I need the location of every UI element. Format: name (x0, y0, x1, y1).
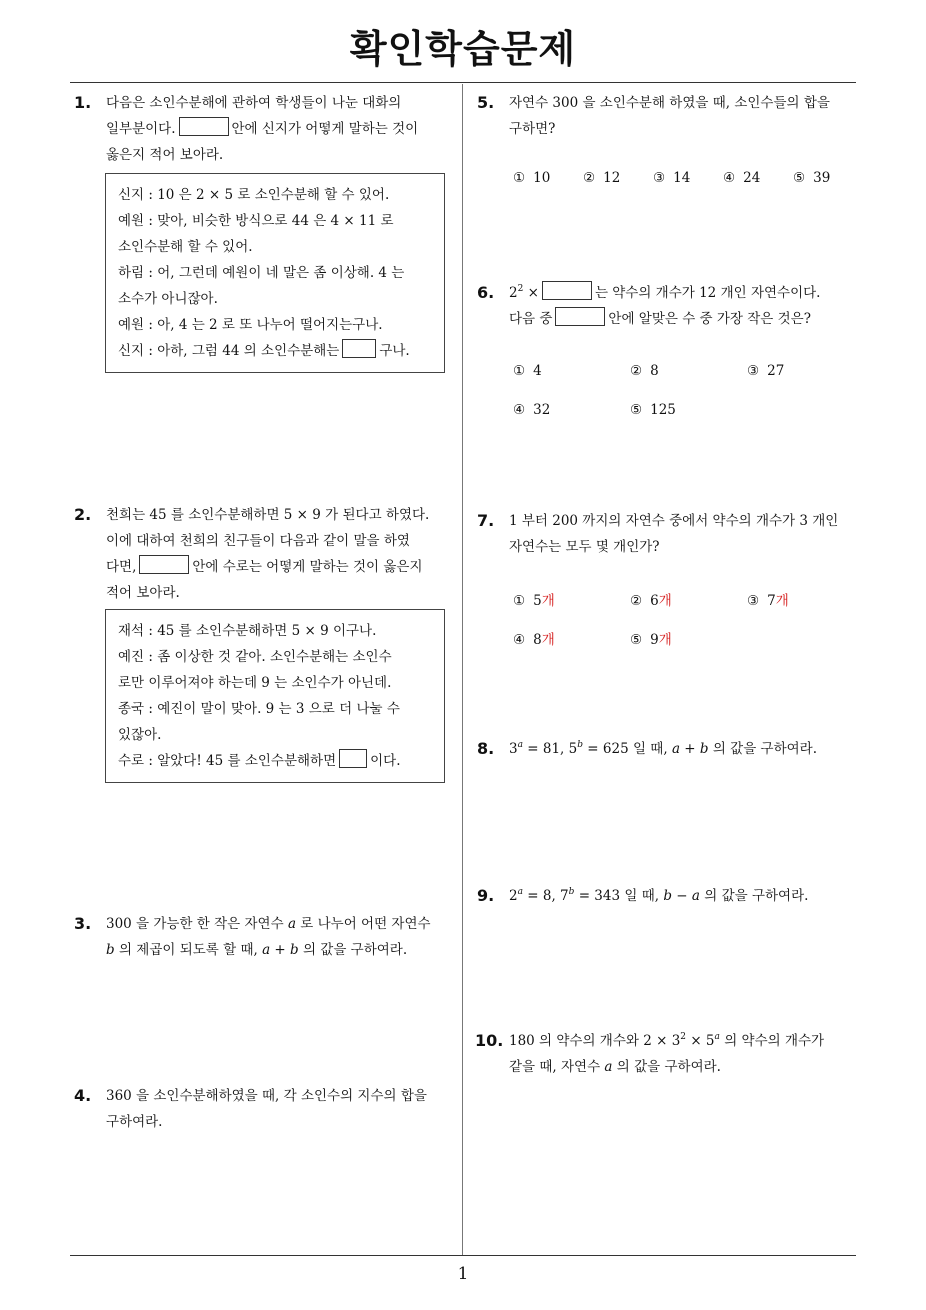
question-3 (74, 911, 458, 963)
question-1 (74, 90, 456, 168)
question-number: 9. (477, 886, 495, 905)
answer-blank-box (555, 307, 605, 326)
dialog-box-1 (105, 173, 445, 373)
column-divider (462, 84, 463, 1256)
answer-choices-6 (513, 363, 853, 423)
question-7 (477, 508, 861, 560)
question-5 (477, 90, 861, 142)
question-text: 1 부터 200 까지의 자연수 중에서 약수의 개수가 3 개인 (509, 513, 839, 529)
bottom-divider (70, 1255, 856, 1256)
unit-label: 개 (775, 593, 789, 609)
dialog-line: 예원 : 아, 4 는 2 로 또 나누어 떨어지는구나. (118, 317, 383, 333)
answer-choice-4[interactable]: ④ 32 (513, 402, 551, 418)
question-text: b 의 제곱이 되도록 할 때, a + b 의 값을 구하여라. (106, 942, 408, 958)
question-2 (74, 502, 458, 606)
question-text: 360 을 소인수분해하였을 때, 각 소인수의 지수의 합을 (106, 1088, 427, 1104)
question-number: 6. (477, 283, 495, 302)
question-text: 옳은지 적어 보아라. (106, 147, 224, 163)
unit-label: 개 (658, 632, 672, 648)
question-text: 자연수는 모두 몇 개인가? (509, 539, 660, 555)
dialog-line: 예진 : 좀 이상한 것 같아. 소인수분해는 소인수 (118, 649, 392, 665)
dialog-line: 있잖아. (118, 727, 162, 743)
page-number: 1 (457, 1264, 469, 1284)
answer-choice-1[interactable]: ① 10 (513, 170, 551, 186)
question-number: 8. (477, 739, 495, 758)
answer-choice-3[interactable]: ③ 7개 (747, 593, 789, 609)
question-text: 구하여라. (106, 1114, 163, 1130)
dialog-line: 하림 : 어, 그런데 예원이 네 말은 좀 이상해. 4 는 (118, 265, 405, 281)
answer-choice-4[interactable]: ④ 8개 (513, 632, 555, 648)
answer-choice-2[interactable]: ② 12 (583, 170, 621, 186)
question-text: 구하면? (509, 121, 556, 137)
answer-choices-5 (513, 170, 853, 190)
question-text: 다음 중 안에 알맞은 수 중 가장 작은 것은? (509, 306, 861, 332)
answer-blank-box (339, 749, 367, 768)
dialog-line: 신지 : 아하, 그럼 44 의 소인수분해는 구나. (118, 338, 432, 364)
answer-choice-5[interactable]: ⑤ 9개 (630, 632, 672, 648)
answer-choice-5[interactable]: ⑤ 39 (793, 170, 831, 186)
answer-blank-box (342, 339, 376, 358)
dialog-box-2 (105, 609, 445, 783)
dialog-line: 신지 : 10 은 2 × 5 로 소인수분해 할 수 있어. (118, 187, 390, 203)
question-4 (74, 1083, 458, 1135)
question-number: 2. (74, 505, 92, 524)
unit-label: 개 (658, 593, 672, 609)
question-text: 2$^a$ = 8, 7$^b$ = 343 일 때, b − a 의 값을 구하여라. (509, 887, 809, 904)
question-text: 이에 대하여 천희의 친구들이 다음과 같이 말을 하였 (106, 533, 410, 549)
answer-choice-1[interactable]: ① 4 (513, 363, 542, 379)
dialog-line: 소인수분해 할 수 있어. (118, 239, 253, 255)
answer-choice-1[interactable]: ① 5개 (513, 593, 555, 609)
question-text: 300 을 가능한 한 작은 자연수 a 로 나누어 어떤 자연수 (106, 916, 431, 932)
question-number: 3. (74, 914, 92, 933)
question-text: 다음은 소인수분해에 관하여 학생들이 나눈 대화의 (106, 95, 402, 111)
dialog-line: 예원 : 맞아, 비슷한 방식으로 44 은 4 × 11 로 (118, 213, 394, 229)
page-title: 확인학습문제 (349, 27, 577, 71)
question-number: 1. (74, 93, 92, 112)
question-text: 천희는 45 를 소인수분해하면 5 × 9 가 된다고 하였다. (106, 507, 430, 523)
question-text: $2^2$ × 는 약수의 개수가 12 개인 자연수이다. (509, 280, 861, 306)
top-divider (70, 82, 856, 83)
question-text: 자연수 300 을 소인수분해 하였을 때, 소인수들의 합을 (509, 95, 830, 111)
answer-choice-2[interactable]: ② 8 (630, 363, 659, 379)
question-9 (477, 883, 861, 909)
question-number: 4. (74, 1086, 92, 1105)
question-text: 다면, 안에 수로는 어떻게 말하는 것이 옳은지 (106, 554, 458, 580)
question-number: 5. (477, 93, 495, 112)
question-10 (475, 1028, 861, 1080)
question-8 (477, 736, 861, 762)
question-number: 10. (475, 1031, 504, 1050)
answer-blank-box (542, 281, 592, 300)
question-text: 같을 때, 자연수 a 의 값을 구하여라. (509, 1059, 721, 1075)
dialog-line: 소수가 아니잖아. (118, 291, 218, 307)
question-text: 3$^a$ = 81, 5$^b$ = 625 일 때, a + b 의 값을 구하여라. (509, 740, 817, 757)
answer-choice-4[interactable]: ④ 24 (723, 170, 761, 186)
answer-choices-7 (513, 589, 853, 649)
dialog-line: 로만 이루어져야 하는데 9 는 소인수가 아닌데. (118, 675, 392, 691)
answer-blank-box (139, 555, 189, 574)
unit-label: 개 (541, 593, 555, 609)
question-text: 일부분이다. 안에 신지가 어떻게 말하는 것이 (106, 116, 456, 142)
answer-choice-2[interactable]: ② 6개 (630, 593, 672, 609)
dialog-line: 재석 : 45 를 소인수분해하면 5 × 9 이구나. (118, 623, 377, 639)
answer-choice-5[interactable]: ⑤ 125 (630, 402, 676, 418)
question-6 (477, 280, 861, 332)
question-text: 적어 보아라. (106, 585, 180, 601)
dialog-line: 수로 : 알았다! 45 를 소인수분해하면 이다. (118, 748, 432, 774)
answer-choice-3[interactable]: ③ 14 (653, 170, 691, 186)
answer-blank-box (179, 117, 229, 136)
unit-label: 개 (541, 632, 555, 648)
question-text: 180 의 약수의 개수와 $2 \times 3^2 \times 5^a$ 의 약수의 개수가 (509, 1032, 825, 1049)
question-number: 7. (477, 511, 495, 530)
answer-choice-3[interactable]: ③ 27 (747, 363, 785, 379)
dialog-line: 종국 : 예진이 말이 맞아. 9 는 3 으로 더 나눌 수 (118, 701, 400, 717)
